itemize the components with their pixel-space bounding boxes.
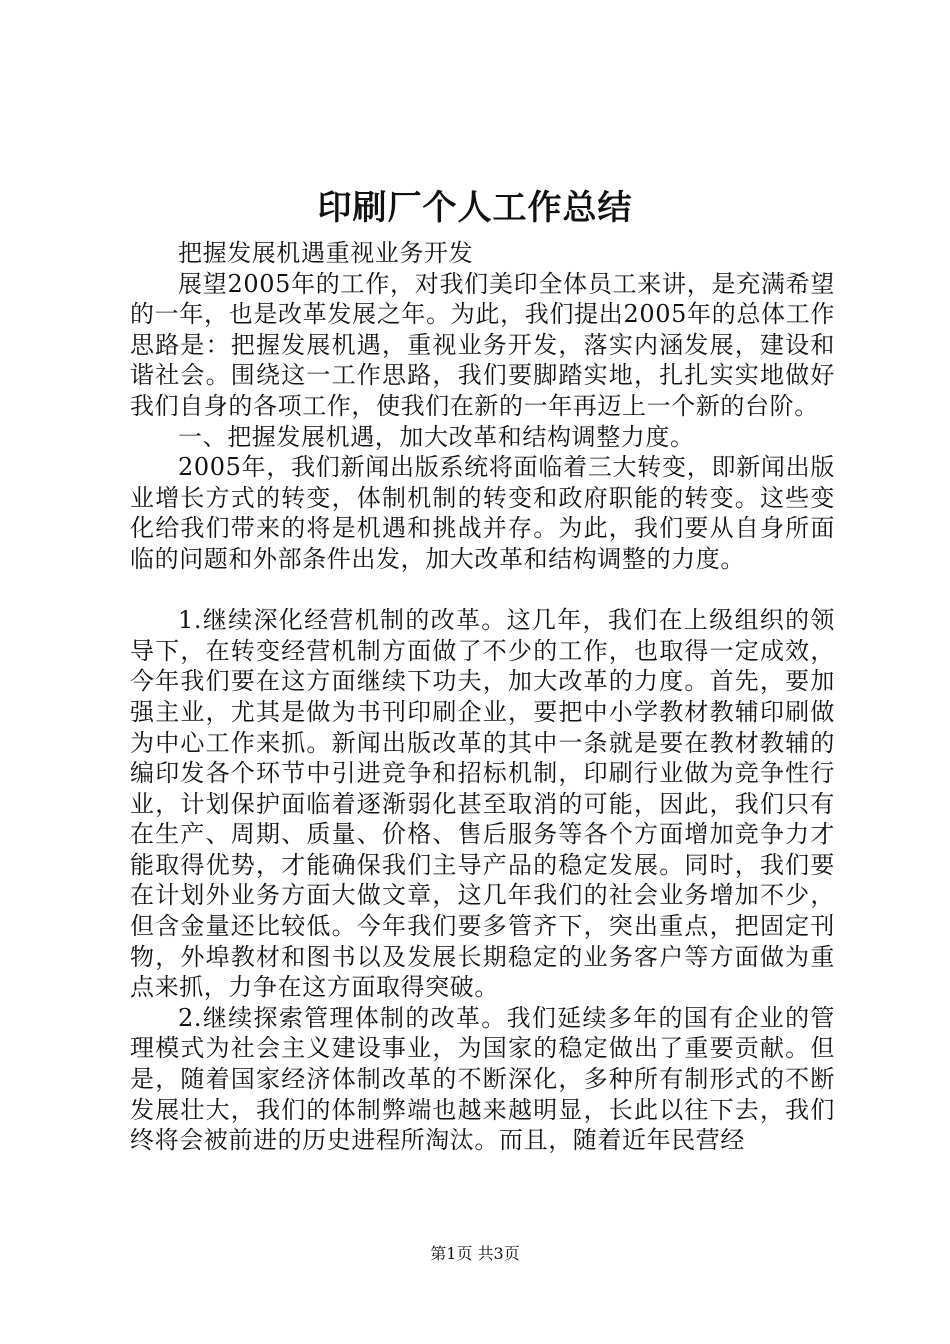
page-title: 印刷厂个人工作总结 xyxy=(317,188,633,228)
paragraph: 1.继续深化经营机制的改革。这几年，我们在上级组织的领导下，在转变经营机制方面做了不少的工作，也取得一定成效，今年我们要在这方面继续下功夫，加大改革的力度。首先，要加强主业，尤其是做为书刊印刷企业，要把中小学教材教辅印刷做为中心工作来抓。新闻出版改革的其中一条就是要在教材教辅的编印发各个环节中引进竞争和招标机制，印刷行业做为竞争性行业，计划保护面临着逐渐弱化甚至取消的可能，因此，我们只有在生产、周期、质量、价格、售后服务等各个方面增加竞争力才能取得优势，才能确保我们主导产品的稳定发展。同时，我们要在计划外业务方面大做文章，这几年我们的社会业务增加不少，但含金量还比较低。今年我们要多管齐下，突出重点，把固定刊物，外埠教材和图书以及发展长期稳定的业务客户等方面做为重点来抓，力争在这方面取得突破。 xyxy=(130,606,835,1002)
document-body xyxy=(130,238,835,1156)
subsection-heading: 一、把握发展机遇，加大改革和结构调整力度。 xyxy=(178,422,695,451)
page-footer xyxy=(0,1243,950,1265)
page-indicator: 第1页 共3页 xyxy=(430,1244,520,1263)
section-heading: 把握发展机遇重视业务开发 xyxy=(178,239,474,267)
paragraph: 2.继续探索管理体制的改革。我们延续多年的国有企业的管理模式为社会主义建设事业，为国家的稳定做出了重要贡献。但是，随着国家经济体制改革的不断深化，多种所有制形式的不断发展壮大，我们的体制弊端也越来越明显，长此以往下去，我们终将会被前进的历史进程所淘汰。而且，随着近年民营经 xyxy=(130,1003,835,1155)
paragraph: 2005年，我们新闻出版系统将面临着三大转变，即新闻出版业增长方式的转变，体制机制的转变和政府职能的转变。这些变化给我们带来的将是机遇和挑战并存。为此，我们要从自身所面临的问题和外部条件出发，加大改革和结构调整的力度。 xyxy=(130,453,835,573)
paragraph: 展望2005年的工作，对我们美印全体员工来讲，是充满希望的一年，也是改革发展之年。为此，我们提出2005年的总体工作思路是：把握发展机遇，重视业务开发，落实内涵发展，建设和谐社会。围绕这一工作思路，我们要脚踏实地，扎扎实实地做好我们自身的各项工作，使我们在新的一年再迈上一个新的台阶。 xyxy=(130,269,835,420)
